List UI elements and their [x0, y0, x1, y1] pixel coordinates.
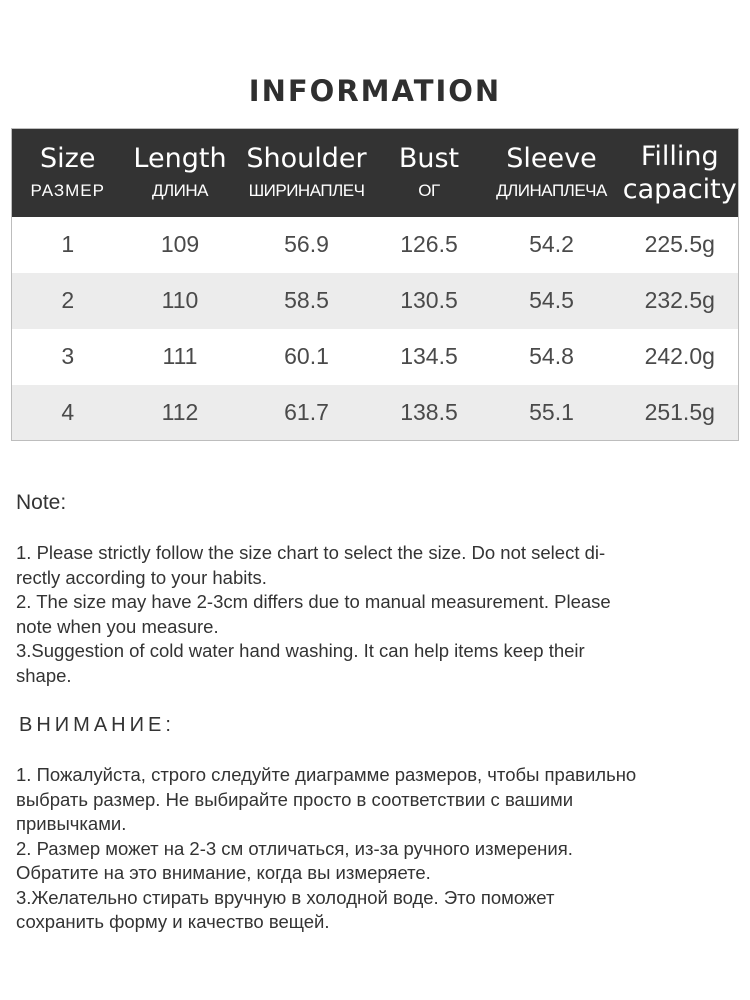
header-filling-capacity: Filling capacity [622, 140, 737, 205]
note-line: выбрать размер. Не выбирайте просто в соответствии с вашими [16, 788, 574, 810]
cell-shoulder: 56.9 [284, 231, 329, 257]
header-bust: Bust ОГ [398, 142, 460, 200]
note-line: 2. The size may have 2-3cm differs due to manual measurement. Please [16, 591, 611, 612]
cell-size: 4 [61, 398, 75, 425]
note-line: Обратите на это внимание, когда вы измеряете. [16, 862, 431, 883]
cell-length: 111 [162, 343, 198, 369]
cell-shoulder: 58.5 [284, 287, 329, 313]
note-ru-heading-block [19, 714, 719, 737]
note-line: 1. Пожалуйста, строго следуйте диаграмме размеров, чтобы правильно [16, 764, 637, 785]
note-ru-heading: ВНИМАНИЕ: [19, 714, 175, 736]
cell-size: 1 [61, 231, 75, 257]
note-line: 1. Please strictly follow the size chart to select the size. Do not select di- [16, 542, 606, 563]
cell-bust: 138.5 [400, 398, 458, 425]
cell-shoulder: 61.7 [284, 398, 329, 425]
header-length: Length ДЛИНА [133, 142, 227, 200]
cell-shoulder: 60.1 [284, 343, 329, 369]
table-row [12, 385, 739, 441]
cell-bust: 130.5 [400, 287, 458, 313]
note-line: 3.Желательно стирать вручную в холодной воде. Это поможет [16, 886, 555, 908]
note-russian [16, 763, 716, 935]
cell-filling: 225.5g [644, 231, 715, 257]
note-line: note when you measure. [16, 615, 219, 637]
header-shoulder: Shoulder ШИРИНАПЛЕЧ [246, 142, 367, 200]
note-english [16, 541, 716, 688]
cell-length: 109 [160, 231, 200, 257]
note-heading-block [16, 491, 716, 515]
note-line: shape. [16, 664, 72, 686]
note-line: 2. Размер может на 2-3 см отличаться, из-за ручного измерения. [16, 837, 573, 859]
cell-filling: 242.0g [644, 343, 715, 369]
cell-sleeve: 54.5 [529, 287, 574, 313]
cell-size: 2 [61, 287, 75, 313]
cell-filling: 232.5g [644, 287, 715, 313]
cell-length: 110 [161, 287, 199, 313]
cell-filling: 251.5g [644, 398, 715, 425]
table-row [12, 273, 739, 329]
header-sleeve: Sleeve ДЛИНАПЛЕЧА [496, 142, 607, 200]
cell-sleeve: 55.1 [529, 398, 574, 425]
table-header-row [12, 129, 739, 217]
size-chart-table [11, 128, 739, 441]
header-size: Size РАЗМЕР [30, 142, 105, 200]
cell-bust: 134.5 [400, 343, 458, 369]
note-line: rectly according to your habits. [16, 566, 267, 588]
cell-sleeve: 54.8 [529, 343, 574, 369]
note-heading: Note: [16, 491, 67, 514]
page-title: INFORMATION [248, 74, 502, 108]
table-row [12, 217, 739, 273]
note-line: привычками. [16, 813, 127, 834]
note-line: сохранить форму и качество вещей. [16, 911, 330, 932]
cell-bust: 126.5 [400, 231, 458, 257]
note-line: 3.Suggestion of cold water hand washing. It can help items keep their [16, 640, 585, 661]
cell-sleeve: 54.2 [529, 231, 574, 257]
table-row [12, 329, 739, 385]
cell-size: 3 [61, 343, 75, 369]
cell-length: 112 [161, 398, 199, 425]
